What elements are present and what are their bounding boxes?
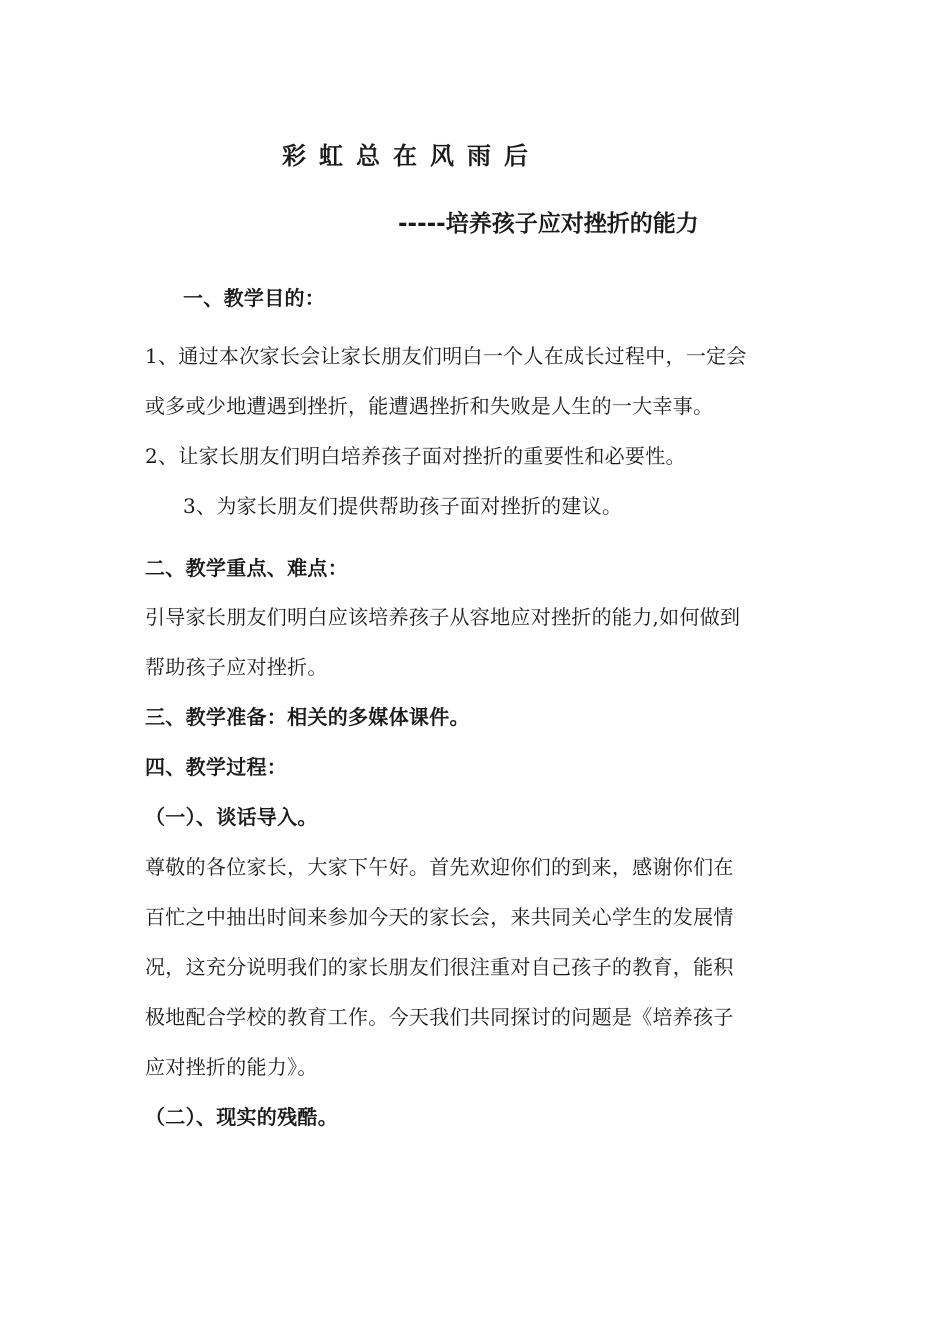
section4-paragraph-line5: 应对挫折的能力》。 xyxy=(145,1055,318,1079)
section4-heading: 四、教学过程： xyxy=(145,755,288,779)
section1-item1-line2: 或多或少地遭遇到挫折，能遭遇挫折和失败是人生的一大幸事。 xyxy=(145,394,714,418)
section3-heading: 三、教学准备：相关的多媒体课件。 xyxy=(145,705,470,729)
document-subtitle: -----培养孩子应对挫折的能力 xyxy=(398,211,699,237)
section2-line2: 帮助孩子应对挫折。 xyxy=(145,655,328,679)
section4-sub1-heading: （一）、谈话导入。 xyxy=(145,805,318,829)
section1-item1-line1: 1、通过本次家长会让家长朋友们明白一个人在成长过程中，一定会 xyxy=(145,344,747,368)
section2-line1: 引导家长朋友们明白应该培养孩子从容地应对挫折的能力,如何做到 xyxy=(145,605,741,629)
section4-paragraph-line3: 况，这充分说明我们的家长朋友们很注重对自己孩子的教育，能积 xyxy=(145,955,734,979)
section4-paragraph-line2: 百忙之中抽出时间来参加今天的家长会，来共同关心学生的发展情 xyxy=(145,905,734,929)
section4-paragraph-line4: 极地配合学校的教育工作。今天我们共同探讨的问题是《培养孩子 xyxy=(145,1005,734,1029)
section1-item2: 2、让家长朋友们明白培养孩子面对挫折的重要性和必要性。 xyxy=(145,444,686,468)
document-title: 彩虹总在风雨后 xyxy=(282,142,541,170)
section4-paragraph-line1: 尊敬的各位家长，大家下午好。首先欢迎你们的到来，感谢你们在 xyxy=(145,855,734,879)
section1-item3: 3、为家长朋友们提供帮助孩子面对挫折的建议。 xyxy=(183,494,623,518)
section1-heading: 一、教学目的： xyxy=(183,286,326,310)
section4-sub2-heading: （二）、现实的残酷。 xyxy=(145,1105,338,1129)
section2-heading: 二、教学重点、难点： xyxy=(145,556,348,580)
